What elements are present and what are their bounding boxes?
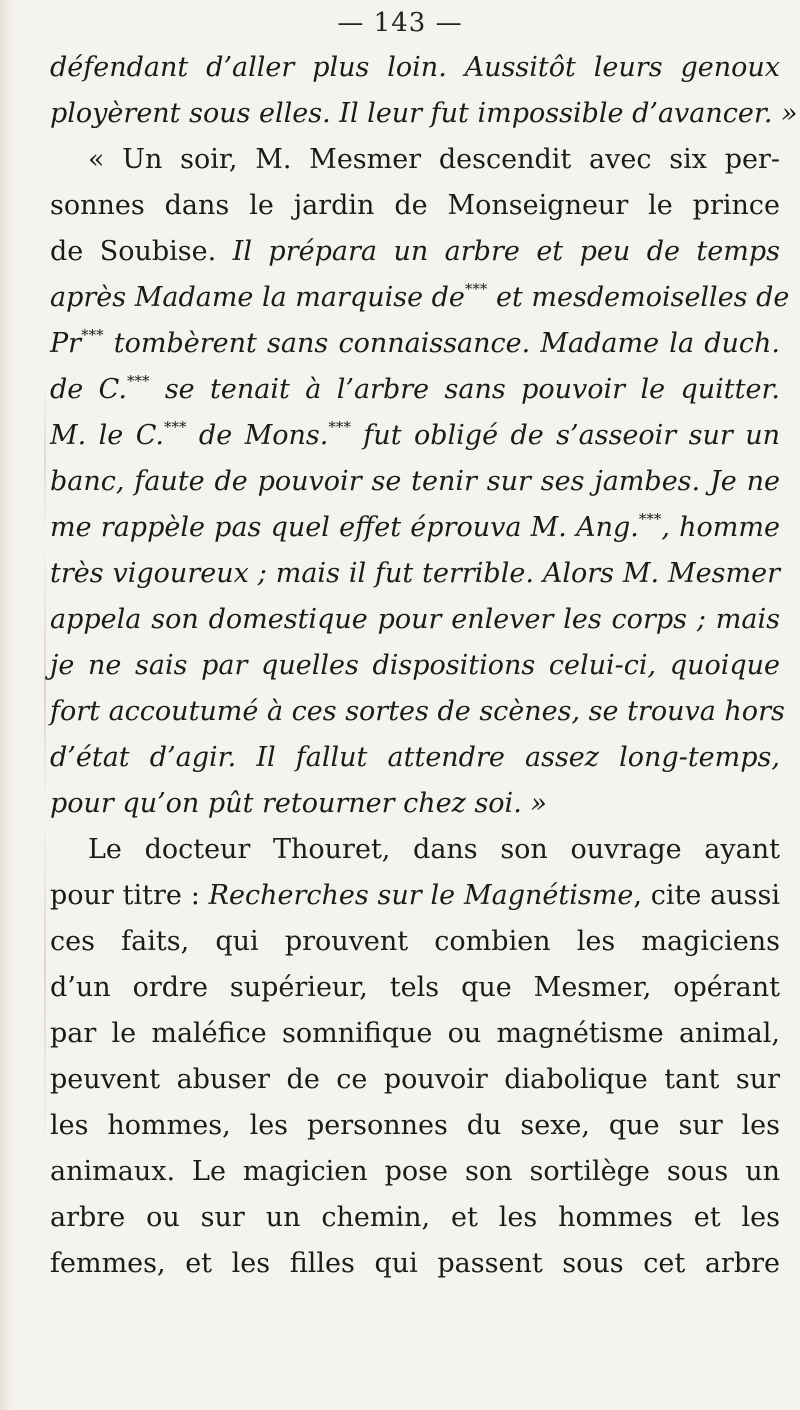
text-line-9: M. le C.*** de Mons.*** fut obligé de s’asseoir sur un xyxy=(50,418,781,451)
text-line-3: « Un soir, M. Mesmer descendit avec six per- xyxy=(88,144,780,175)
text-line-2: ployèrent sous elles. Il leur fut impossible d’avancer. » xyxy=(50,98,798,129)
text-line-23: peuvent abuser de ce pouvoir diabolique tant sur xyxy=(50,1064,780,1095)
text-line-25: animaux. Le magicien pose son sortilège sous un xyxy=(50,1156,780,1187)
text-line-21: d’un ordre supérieur, tels que Mesmer, opérant xyxy=(50,972,780,1003)
text-line-20: ces faits, qui prouvent combien les magiciens xyxy=(50,926,780,957)
page-number: — 143 — xyxy=(337,8,463,38)
text-line-7: Pr*** tombèrent sans connaissance. Madame la duch. xyxy=(50,326,780,359)
text-line-15: fort accoutumé à ces sortes de scènes, se trouva hors xyxy=(50,696,785,727)
text-line-13: appela son domestique pour enlever les corps ; mais xyxy=(50,604,780,635)
text-line-22: par le maléfice somnifique ou magnétisme animal, xyxy=(50,1018,780,1049)
text-line-1: défendant d’aller plus loin. Aussitôt leurs genoux xyxy=(50,52,780,83)
text-line-17: pour qu’on pût retourner chez soi. » xyxy=(50,788,547,819)
text-line-12: très vigoureux ; mais il fut terrible. Alors M. Mesmer xyxy=(50,558,780,589)
page-gutter-shadow xyxy=(0,0,12,1410)
text-line-4: sonnes dans le jardin de Monseigneur le prince xyxy=(50,190,780,221)
text-line-5: de Soubise. Il prépara un arbre et peu de temps xyxy=(50,236,781,267)
text-line-24: les hommes, les personnes du sexe, que sur les xyxy=(50,1110,780,1141)
text-line-18: Le docteur Thouret, dans son ouvrage ayant xyxy=(88,834,780,865)
text-line-8: de C.*** se tenait à l’arbre sans pouvoir le quitter. xyxy=(50,372,780,405)
text-line-27: femmes, et les filles qui passent sous cet arbre xyxy=(50,1248,780,1279)
text-line-16: d’état d’agir. Il fallut attendre assez long-temps, xyxy=(50,742,780,773)
gutter-marks xyxy=(44,380,46,1160)
text-line-10: banc, faute de pouvoir se tenir sur ses jambes. Je ne xyxy=(50,466,780,497)
text-line-6: après Madame la marquise de*** et mesdemoiselles de xyxy=(50,280,790,313)
body-text xyxy=(50,45,798,1287)
text-line-19: pour titre : Recherches sur le Magnétisme, cite aussi xyxy=(50,880,780,911)
text-line-11: me rappèle pas quel effet éprouva M. Ang.***, homme xyxy=(50,510,780,543)
text-line-14: je ne sais par quelles dispositions celui-ci, quoique xyxy=(50,650,780,681)
text-line-26: arbre ou sur un chemin, et les hommes et les xyxy=(50,1202,780,1233)
